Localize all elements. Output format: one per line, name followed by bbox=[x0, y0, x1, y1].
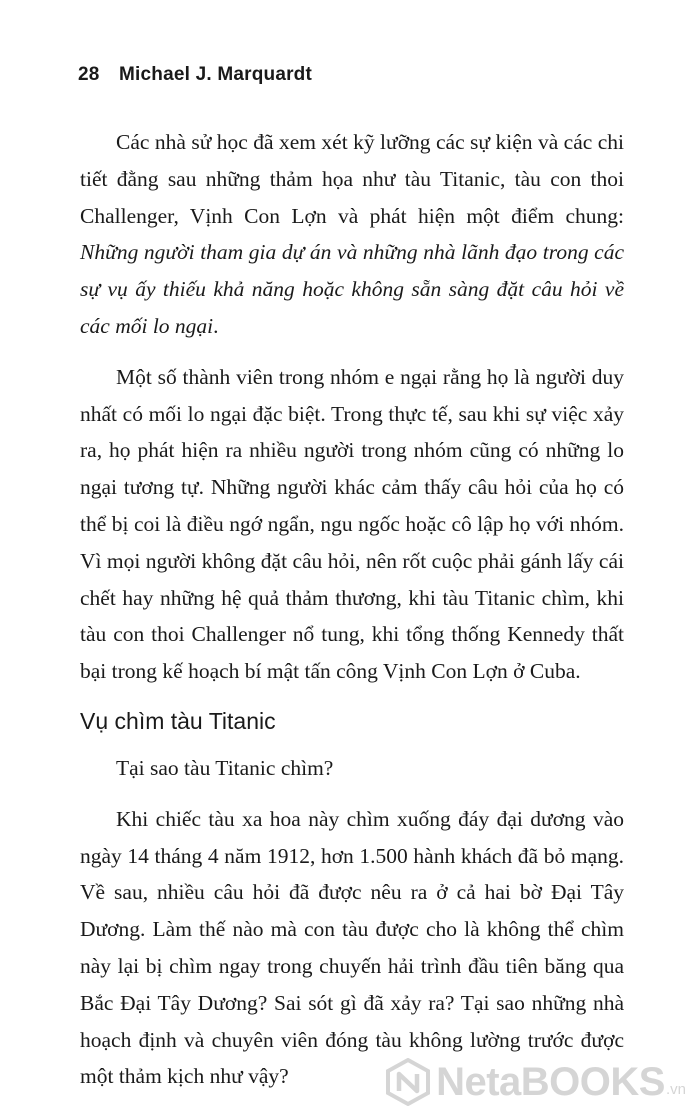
paragraph-1-lead: Các nhà sử học đã xem xét kỹ lưỡng các sự kiện và các chi tiết đằng sau những thảm họa như tàu Titanic, tàu con thoi Challenger, Vịnh Con Lợn và phát hiện một điểm chung: bbox=[80, 130, 624, 228]
publisher-watermark bbox=[384, 1058, 686, 1106]
page-number: 28 bbox=[78, 64, 100, 85]
page-body bbox=[80, 124, 624, 1109]
watermark-tld: .vn bbox=[665, 1081, 686, 1098]
watermark-brand: NetaBOOKS bbox=[436, 1059, 665, 1104]
paragraph-2: Một số thành viên trong nhóm e ngại rằng họ là người duy nhất có mối lo ngại đặc biệt. Trong thực tế, sau khi sự việc xảy ra, họ phát hiện ra nhiều người trong nhóm cũng có những lo ngại tương tự. Những người khác cảm thấy câu hỏi của họ có thể bị coi là điều ngớ ngẩn, ngu ngốc hoặc cô lập họ với nhóm. Vì mọi người không đặt câu hỏi, nên rốt cuộc phải gánh lấy cái chết hay những hệ quả thảm thương, khi tàu Titanic chìm, khi tàu con thoi Challenger nổ tung, khi tổng thống Kennedy thất bại trong kế hoạch bí mật tấn công Vịnh Con Lợn ở Cuba. bbox=[80, 364, 624, 684]
section-heading: Vụ chìm tàu Titanic bbox=[80, 707, 276, 734]
author-name: Michael J. Marquardt bbox=[119, 64, 313, 85]
paragraph-1 bbox=[80, 124, 624, 345]
running-header bbox=[78, 64, 312, 86]
paragraph-4: Khi chiếc tàu xa hoa này chìm xuống đáy đại dương vào ngày 14 tháng 4 năm 1912, hơn 1.500 hành khách đã bỏ mạng. Về sau, nhiều câu hỏi đã được nêu ra ở cả hai bờ Đại Tây Dương. Làm thế nào mà con tàu được cho là không thể chìm này lại bị chìm ngay trong chuyến hải trình đầu tiên băng qua Bắc Đại Tây Dương? Sai sót gì đã xảy ra? Tại sao những nhà hoạch định và chuyên viên đóng tàu không lường trước được một thảm kịch như vậy? bbox=[80, 806, 624, 1089]
paragraph-1-end: . bbox=[213, 313, 219, 338]
netabooks-logo-icon bbox=[384, 1058, 432, 1106]
paragraph-1-italic: Những người tham gia dự án và những nhà lãnh đạo trong các sự vụ ấy thiếu khả năng hoặc không sẵn sàng đặt câu hỏi về các mối lo ngại bbox=[80, 240, 624, 338]
paragraph-3: Tại sao tàu Titanic chìm? bbox=[116, 755, 334, 780]
